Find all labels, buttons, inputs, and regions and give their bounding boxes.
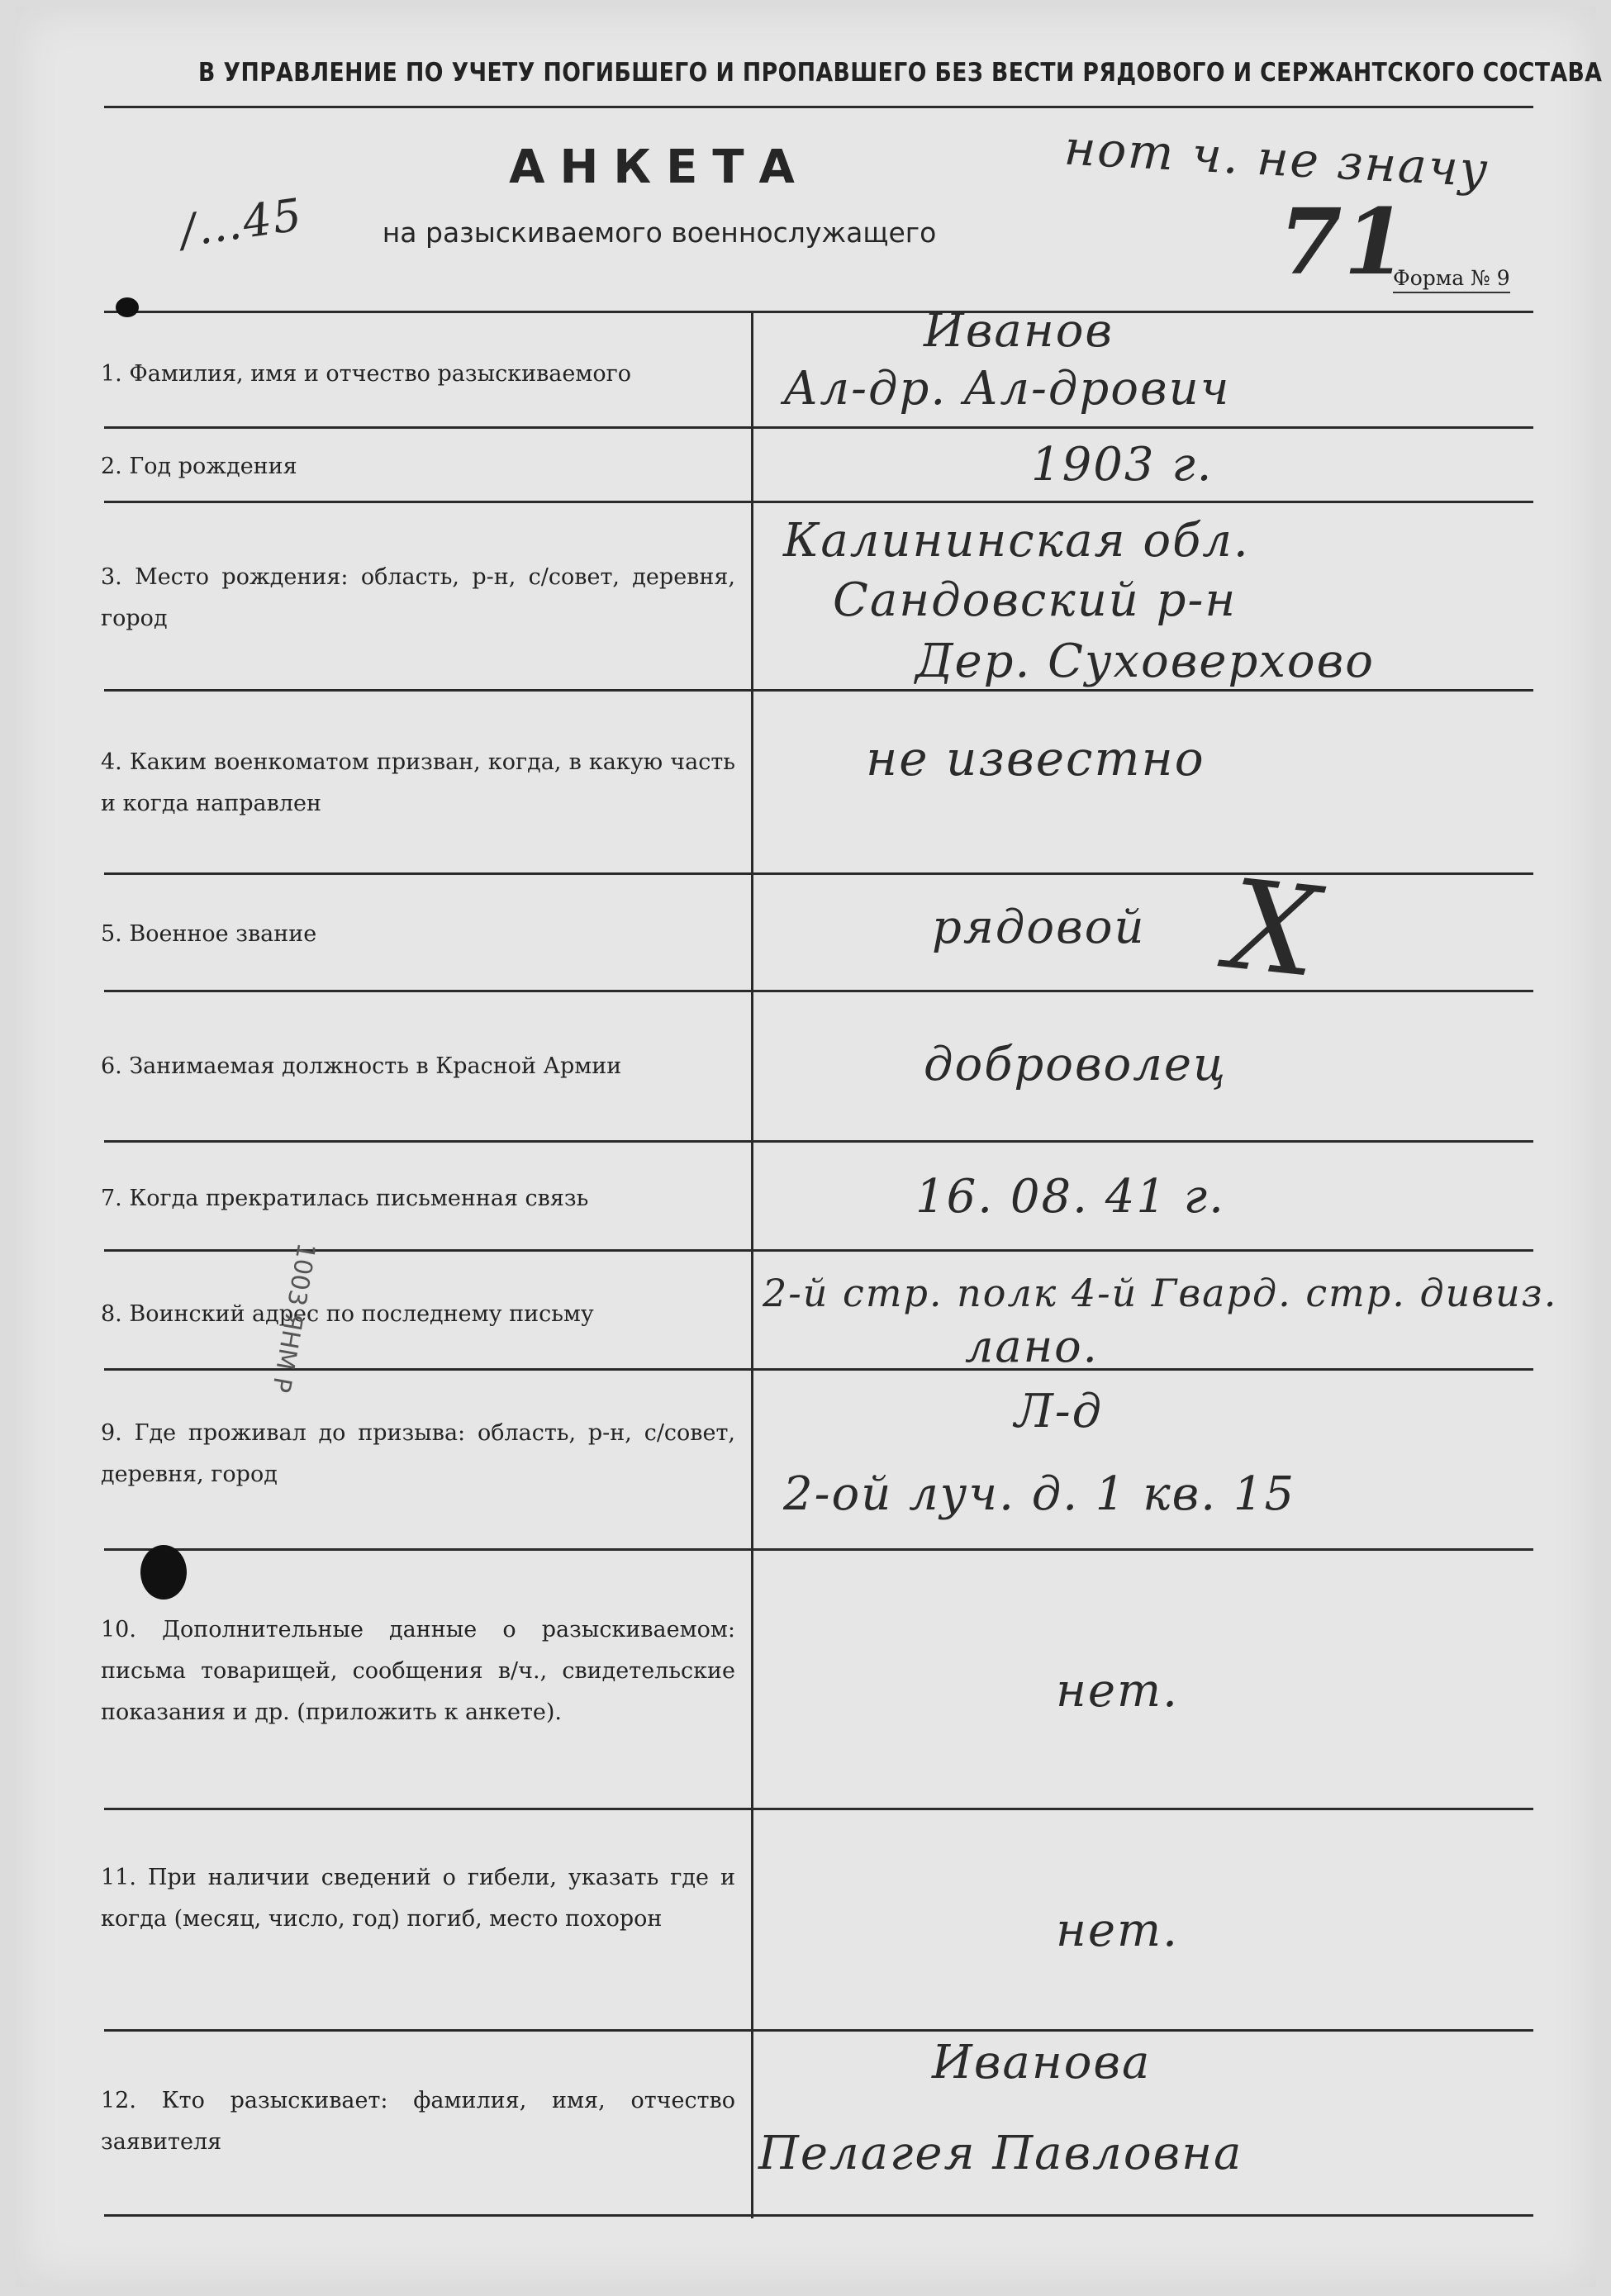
- question-number: 12.: [101, 2088, 136, 2113]
- question-label: Место рождения: область, р-н, с/совет, деревня, город: [101, 564, 735, 631]
- question-6: [101, 1046, 735, 1087]
- answer-8-line-1: 2-й стр. полк 4-й Гвард. стр. дивиз.: [763, 1271, 1558, 1315]
- row-divider: [104, 689, 1533, 692]
- row-divider: [104, 1548, 1533, 1551]
- row-divider: [104, 426, 1533, 429]
- row-divider: [104, 990, 1533, 992]
- answer-12-line-2: Пелагея Павловна: [758, 2127, 1243, 2180]
- question-label: При наличии сведений о гибели, указать где и когда (месяц, число, год) погиб, место похорон: [101, 1865, 735, 1932]
- answer-5: рядовой: [932, 901, 1146, 954]
- question-label: Фамилия, имя и отчество разыскиваемого: [129, 361, 632, 387]
- question-label: Когда прекратилась письменная связь: [129, 1186, 589, 1211]
- header-rule: [104, 106, 1533, 108]
- answer-4: не известно: [866, 730, 1205, 787]
- handwritten-note-top-right: нот ч. не значу: [1062, 119, 1491, 198]
- faint-stamp: 1003 ЯНМ Р: [265, 1240, 321, 1395]
- row-divider: [104, 2029, 1533, 2032]
- question-number: 2.: [101, 454, 122, 479]
- punch-hole: [116, 297, 139, 317]
- question-7: [101, 1178, 735, 1219]
- answer-10: нет.: [1056, 1664, 1179, 1718]
- punch-hole: [140, 1545, 187, 1600]
- question-number: 10.: [101, 1617, 136, 1642]
- table-column-divider: [751, 312, 753, 2218]
- answer-7: 16. 08. 41 г.: [915, 1170, 1225, 1224]
- question-9: [101, 1413, 735, 1495]
- row-divider: [104, 2214, 1533, 2217]
- answer-6: доброволец: [924, 1038, 1228, 1091]
- question-4: [101, 742, 735, 825]
- question-12: [101, 2080, 735, 2163]
- question-number: 9.: [101, 1420, 122, 1446]
- question-label: Военное звание: [129, 921, 317, 947]
- question-number: 8.: [101, 1301, 122, 1327]
- answer-1-line-1: Иванов: [924, 304, 1114, 358]
- answer-2: 1903 г.: [1031, 438, 1214, 492]
- question-number: 5.: [101, 921, 122, 947]
- question-label: Дополнительные данные о разыскиваемом: письма товарищей, сообщения в/ч., свидетельские показания и др. (приложить к анкете).: [101, 1617, 735, 1725]
- question-1: [101, 354, 735, 395]
- answer-3-line-2: Сандовский р-н: [833, 573, 1238, 627]
- answer-12-line-1: Иванова: [932, 2036, 1152, 2089]
- row-divider: [104, 1140, 1533, 1143]
- row-divider: [104, 1808, 1533, 1810]
- handwritten-case-number: 71: [1279, 188, 1409, 295]
- answer-9-line-1: Л-д: [1015, 1385, 1104, 1438]
- question-label: Год рождения: [129, 454, 297, 479]
- form-number: Форма № 9: [1393, 266, 1510, 293]
- answer-1-line-2: Ал-др. Ал-дрович: [783, 362, 1231, 416]
- question-11: [101, 1857, 735, 1940]
- question-number: 6.: [101, 1053, 122, 1079]
- row-divider: [104, 501, 1533, 503]
- table-top-rule: [104, 311, 1533, 313]
- answer-11: нет.: [1056, 1904, 1179, 1957]
- question-label: Воинский адрес по последнему письму: [129, 1301, 594, 1327]
- question-number: 11.: [101, 1865, 136, 1890]
- row-divider: [104, 1368, 1533, 1371]
- question-10: [101, 1609, 735, 1733]
- question-label: Каким военкоматом призван, когда, в какую часть и когда направлен: [101, 749, 735, 816]
- authority-header: В УПРАВЛЕНИЕ ПО УЧЕТУ ПОГИБШЕГО И ПРОПАВШЕГО БЕЗ ВЕСТИ РЯДОВОГО И СЕРЖАНТСКОГО СОСТАВА: [198, 58, 1603, 88]
- question-label: Занимаемая должность в Красной Армии: [129, 1053, 622, 1079]
- question-number: 7.: [101, 1186, 122, 1211]
- form-title: АНКЕТА: [509, 140, 810, 194]
- question-label: Кто разыскивает: фамилия, имя, отчество заявителя: [101, 2088, 735, 2155]
- document-page: [15, 7, 1603, 2287]
- answer-3-line-1: Калининская обл.: [783, 514, 1250, 568]
- question-5: [101, 914, 735, 955]
- question-number: 1.: [101, 361, 122, 387]
- question-2: [101, 446, 735, 487]
- question-8: [101, 1294, 735, 1335]
- form-subtitle: на разыскиваемого военнослужащего: [382, 216, 937, 249]
- cross-mark: X: [1222, 853, 1327, 1006]
- answer-8-line-2: лано.: [965, 1320, 1099, 1372]
- question-number: 4.: [101, 749, 122, 775]
- handwritten-note-top-left: /…45: [177, 188, 307, 258]
- answer-3-line-3: Дер. Суховерхово: [915, 635, 1375, 688]
- question-label: Где проживал до призыва: область, р-н, с/совет, деревня, город: [101, 1420, 735, 1487]
- answer-9-line-2: 2-ой луч. д. 1 кв. 15: [783, 1467, 1296, 1521]
- question-number: 3.: [101, 564, 122, 590]
- question-3: [101, 557, 735, 639]
